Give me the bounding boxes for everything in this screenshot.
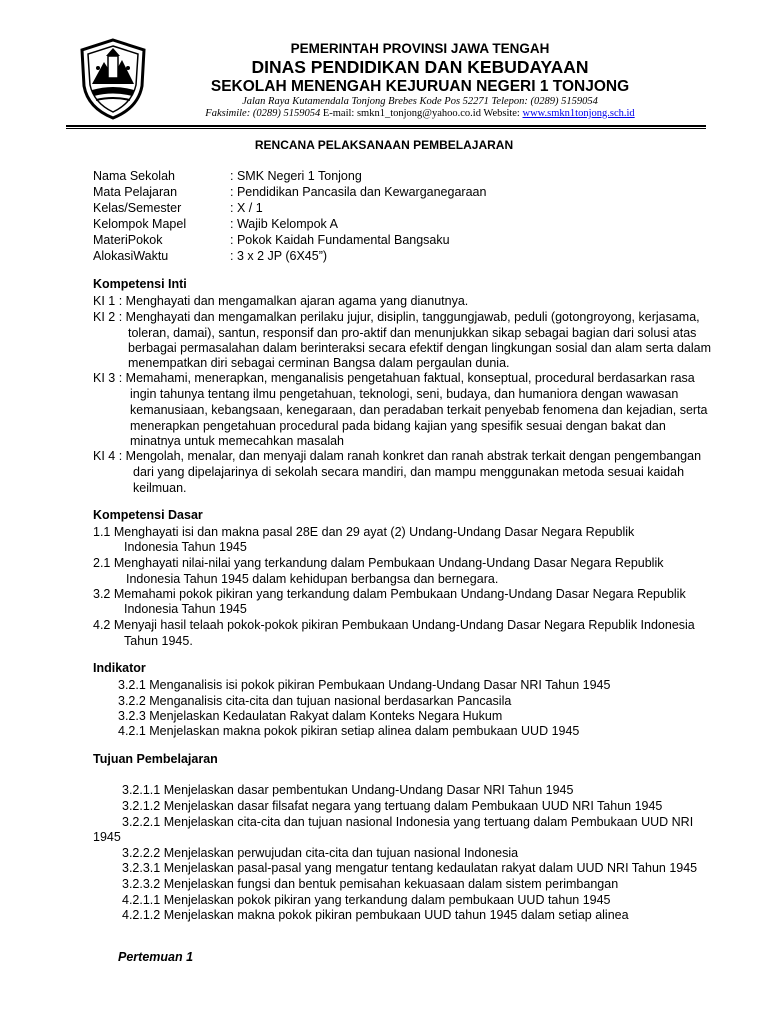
tujuan-line: 1945 [93,830,121,844]
indikator-line: 3.2.3 Menjelaskan Kedaulatan Rakyat dalam Konteks Negara Hukum [118,709,503,723]
section-heading-tujuan: Tujuan Pembelajaran [93,752,218,766]
tujuan-line: 4.2.1.1 Menjelaskan pokok pikiran yang terkandung dalam pembukaan UUD tahun 1945 [122,893,611,907]
kd-line: Indonesia Tahun 1945 [124,540,247,554]
kd-line: 3.2 Memahami pokok pikiran yang terkandung dalam Pembukaan Undang-Undang Dasar Negara Republik [93,587,686,601]
letterhead-department: DINAS PENDIDIKAN DAN KEBUDAYAAN [251,57,589,77]
letterhead-government: PEMERINTAH PROVINSI JAWA TENGAH [290,41,550,56]
ki-line: KI 1 : Menghayati dan mengamalkan ajaran agama yang dianutnya. [93,294,469,308]
tujuan-line: 3.2.2.1 Menjelaskan cita-cita dan tujuan nasional Indonesia yang tertuang dalam Pembukaan UUD NRI [122,815,694,829]
meeting-heading: Pertemuan 1 [118,950,194,964]
tujuan-line: 3.2.3.1 Menjelaskan pasal-pasal yang mengatur tentang kedaulatan rakyat dalam UUD NRI Tahun 1945 [122,861,698,875]
tujuan-line: 3.2.1.1 Menjelaskan dasar pembentukan Undang-Undang Dasar NRI Tahun 1945 [122,783,574,797]
ki-line: KI 4 : Mengolah, menalar, dan menyaji dalam ranah konkret dan ranah abstrak terkait dengan pengembangan [93,449,702,463]
kd-line: 1.1 Menghayati isi dan makna pasal 28E dan 29 ayat (2) Undang-Undang Dasar Negara Republik [93,525,635,539]
kd-line: Indonesia Tahun 1945 dalam kehidupan berbangsa dan bernegara. [126,572,499,586]
identity-label: MateriPokok [93,233,163,247]
letterhead-divider-thin [66,128,706,129]
kd-line: Tahun 1945. [124,634,193,648]
ki-line: minatnya untuk memecahkan masalah [130,434,345,448]
kd-line: 2.1 Menghayati nilai-nilai yang terkandung dalam Pembukaan Undang-Undang Dasar Negara Republik [93,556,664,570]
ki-line: toleran, damai), santun, responsif dan pro-aktif dan menunjukkan sikap sebagai bagian dari solusi atas [128,326,697,340]
identity-label: Nama Sekolah [93,169,175,183]
ki-line: ingin tahunya tentang ilmu pengetahuan, teknologi, seni, budaya, dan humaniora dengan wawasan [130,387,679,401]
ki-line: kemanusiaan, kebangsaan, kenegaraan, dan peradaban terkait penyebab fenomena dan kejadian, serta [130,403,708,417]
ki-line: KI 3 : Memahami, menerapkan, menganalisis pengetahuan faktual, konseptual, procedural berdasarkan rasa [93,371,695,385]
identity-label: AlokasiWaktu [93,249,169,263]
letterhead-divider [66,125,706,127]
identity-value: : 3 x 2 JP (6X45”) [230,249,328,263]
ki-line: keilmuan. [133,481,187,495]
identity-value: : Pokok Kaidah Fundamental Bangsaku [230,233,450,247]
ki-line: KI 2 : Menghayati dan mengamalkan perilaku jujur, disiplin, tanggungjawab, peduli (gotongroyong, kerjasama, [93,310,700,324]
indikator-line: 3.2.1 Menganalisis isi pokok pikiran Pembukaan Undang-Undang Dasar NRI Tahun 1945 [118,678,611,692]
identity-value: : SMK Negeri 1 Tonjong [230,169,362,183]
identity-value: : Pendidikan Pancasila dan Kewarganegaraan [230,185,487,199]
tujuan-line: 3.2.2.2 Menjelaskan perwujudan cita-cita dan tujuan nasional Indonesia [122,846,519,860]
ki-line: berbagai permasalahan dalam berinteraksi secara efektif dengan lingkungan sosial dan alam serta dalam [128,341,711,355]
tujuan-line: 3.2.1.2 Menjelaskan dasar filsafat negara yang tertuang dalam Pembukaan UUD NRI Tahun 1945 [122,799,663,813]
indikator-line: 3.2.2 Menganalisis cita-cita dan tujuan nasional berdasarkan Pancasila [118,694,512,708]
tujuan-line: 4.2.1.2 Menjelaskan makna pokok pikiran pembukaan UUD tahun 1945 dalam setiap alinea [122,908,629,922]
section-heading-ki: Kompetensi Inti [93,277,187,291]
ki-line: menempatkan diri sebagai cerminan Bangsa dalam pergaulan dunia. [128,356,510,370]
ki-line: dari yang dipelajarinya di sekolah secara mandiri, dan mampu menggunakan metoda sesuai kaidah [133,465,685,479]
identity-label: Kelompok Mapel [93,217,187,231]
letterhead-address: Jalan Raya Kutamendala Tonjong Brebes Kode Pos 52271 Telepon: (0289) 5159054 [242,96,598,107]
section-heading-kd: Kompetensi Dasar [93,508,203,522]
letterhead [160,40,680,120]
website-link[interactable]: www.smkn1tonjong.sch.id [522,108,635,119]
tujuan-line: 3.2.3.2 Menjelaskan fungsi dan bentuk pemisahan kekuasaan dalam sistem perimbangan [122,877,619,891]
letterhead-school: SEKOLAH MENENGAH KEJURUAN NEGERI 1 TONJONG [210,78,630,95]
section-heading-indikator: Indikator [93,661,146,675]
ki-line: menerapkan pengetahuan procedural pada bidang kajian yang spesifik sesuai dengan bakat dan [130,419,666,433]
province-emblem-icon [78,38,148,120]
letterhead-email: E-mail: smkn1_tonjong@yahoo.co.id Website: [320,108,523,119]
letterhead-contact [160,108,680,120]
kd-line: Indonesia Tahun 1945 [124,602,247,616]
identity-value: : Wajib Kelompok A [230,217,338,231]
letterhead-fax: Faksimile: (0289) 5159054 [205,108,321,119]
identity-label: Mata Pelajaran [93,185,178,199]
identity-value: : X / 1 [230,201,263,215]
identity-label: Kelas/Semester [93,201,182,215]
kd-line: 4.2 Menyaji hasil telaah pokok-pokok pikiran Pembukaan Undang-Undang Dasar Negara Republik Indonesia [93,618,695,632]
document-title: RENCANA PELAKSANAAN PEMBELAJARAN [254,138,514,152]
indikator-line: 4.2.1 Menjelaskan makna pokok pikiran setiap alinea dalam pembukaan UUD 1945 [118,724,580,738]
